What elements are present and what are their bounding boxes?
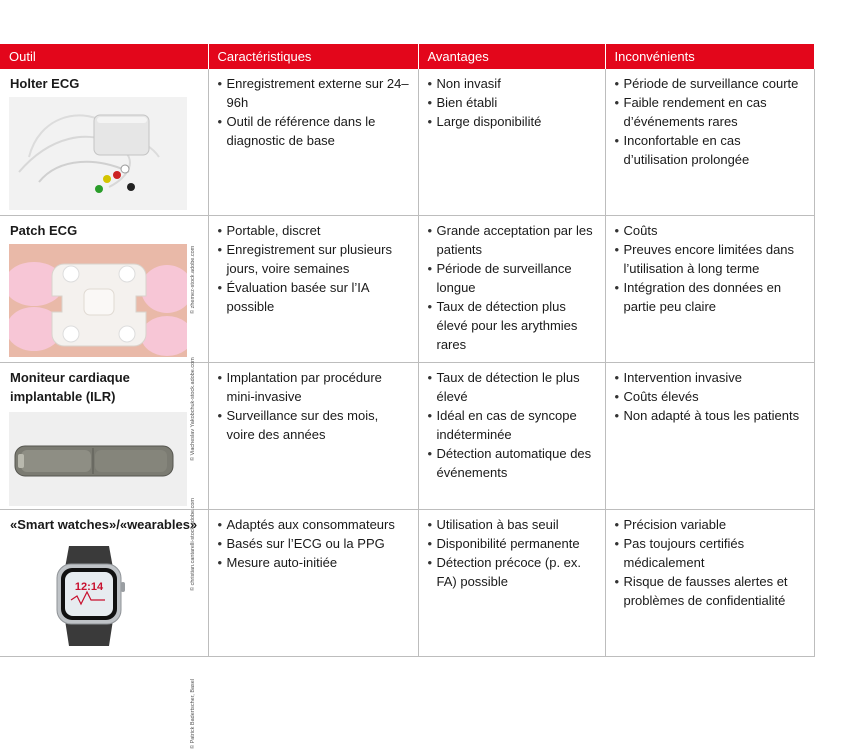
features-cell: [208, 69, 418, 216]
list-item: • Période de surveillance longue: [428, 259, 597, 297]
image-credit: © Patrick Badertscher, Basel: [190, 678, 196, 749]
disadvantages-cell: [605, 69, 814, 216]
disadvantages-cell: [605, 510, 814, 657]
header-caracteristiques: Caractéristiques: [208, 44, 418, 69]
list-item: • Intervention invasive: [615, 368, 806, 387]
list-item: • Taux de détection le plus élevé: [428, 368, 597, 406]
list-item: • Intégration des données en partie peu claire: [615, 278, 806, 316]
list-item: • Période de surveillance courte: [615, 74, 806, 93]
list-item: • Faible rendement en cas d’événements rares: [615, 93, 806, 131]
list-item: • Disponibilité permanente: [428, 534, 597, 553]
advantages-cell: [418, 216, 605, 363]
list-item: • Large disponibilité: [428, 112, 597, 131]
list-item: • Grande acceptation par les patients: [428, 221, 597, 259]
header-outil: Outil: [0, 44, 208, 69]
list-item: • Précision variable: [615, 515, 806, 534]
list-item: • Non adapté à tous les patients: [615, 406, 806, 425]
tool-name: Patch ECG: [10, 223, 78, 238]
image-credit: © christian.cantarelli-stock.adobe.com: [190, 497, 196, 591]
list-item: • Bien établi: [428, 93, 597, 112]
disadvantages-cell: [605, 363, 814, 510]
list-item: • Utilisation à bas seuil: [428, 515, 597, 534]
list-item: • Mesure auto-initiée: [218, 553, 410, 572]
list-item: • Enregistrement sur plusieurs jours, voire semaines: [218, 240, 410, 278]
tool-cell: [0, 510, 208, 749]
table-header-row: [0, 44, 814, 69]
features-cell: [208, 216, 418, 363]
advantages-cell: [418, 510, 605, 657]
list-item: • Inconfortable en cas d’utilisation prolongée: [615, 131, 806, 169]
tool-name: Holter ECG: [10, 76, 80, 91]
list-item: • Coûts élevés: [615, 387, 806, 406]
table-row: [0, 363, 814, 510]
watch-time: 12:14: [74, 581, 104, 593]
advantages-cell: [418, 363, 605, 510]
table-row: [0, 216, 814, 363]
features-cell: [208, 363, 418, 510]
advantages-cell: [418, 69, 605, 216]
list-item: • Portable, discret: [218, 221, 410, 240]
list-item: • Idéal en cas de syncope indéterminée: [428, 406, 597, 444]
list-item: • Détection automatique des événements: [428, 444, 597, 482]
image-credit: © Viacheslav Yakobchuk-stock.adobe.com: [190, 357, 196, 461]
list-item: • Implantation par procédure mini-invasive: [218, 368, 410, 406]
list-item: • Détection précoce (p. ex. FA) possible: [428, 553, 597, 591]
list-item: • Outil de référence dans le diagnostic de base: [218, 112, 410, 150]
list-item: • Basés sur l’ECG ou la PPG: [218, 534, 410, 553]
list-item: • Surveillance sur des mois, voire des années: [218, 406, 410, 444]
header-inconvenients: Inconvénients: [605, 44, 814, 69]
list-item: • Taux de détection plus élevé pour les arythmies rares: [428, 297, 597, 354]
list-item: • Preuves encore limitées dans l’utilisation à long terme: [615, 240, 806, 278]
header-avantages: Avantages: [418, 44, 605, 69]
tool-name: «Smart watches»/«wearables»: [10, 517, 198, 532]
table-row: [0, 510, 814, 657]
tool-name: Moniteur cardiaque implantable (ILR): [10, 370, 130, 404]
list-item: • Adaptés aux consommateurs: [218, 515, 410, 534]
features-cell: [208, 510, 418, 657]
table-row: [0, 69, 814, 216]
list-item: • Enregistrement externe sur 24–96h: [218, 74, 410, 112]
comparison-table: [0, 44, 815, 749]
list-item: • Coûts: [615, 221, 806, 240]
list-item: • Évaluation basée sur l’IA possible: [218, 278, 410, 316]
list-item: • Risque de fausses alertes et problèmes de confidentialité: [615, 572, 806, 610]
image-credit: © zhemez-stock.adobe.com: [190, 245, 196, 314]
list-item: • Non invasif: [428, 74, 597, 93]
disadvantages-cell: [605, 216, 814, 363]
list-item: • Pas toujours certifiés médicalement: [615, 534, 806, 572]
